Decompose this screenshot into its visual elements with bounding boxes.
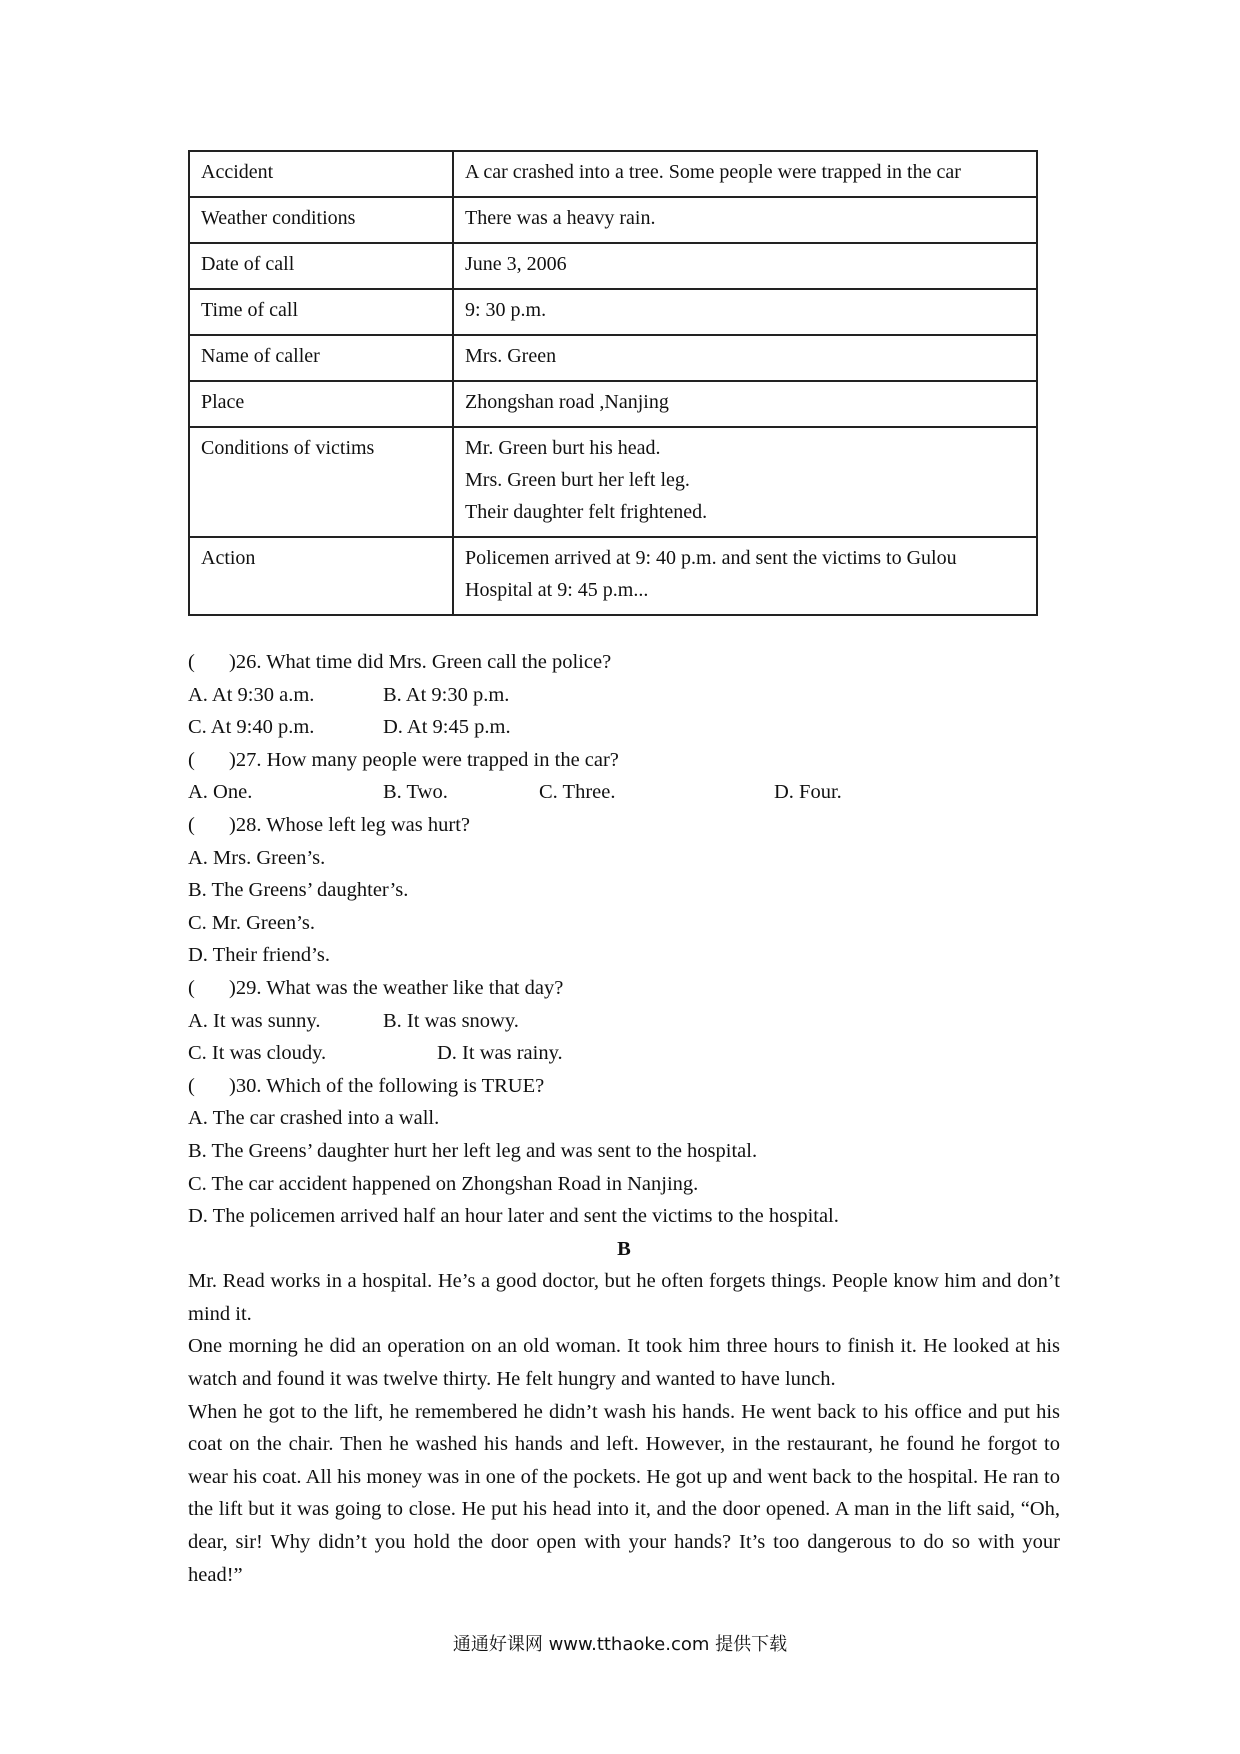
- passage-paragraph: One morning he did an operation on an old woman. It took him three hours to finish it. He looked at his watch and found it was twelve thirty. He felt hungry and wanted to have lunch.: [188, 1335, 1060, 1391]
- table-key-cell: Time of call: [189, 289, 453, 335]
- table-row: [189, 537, 1037, 615]
- table-value-line: A car crashed into a tree. Some people were trapped in the car: [465, 161, 961, 183]
- questions-section: [188, 646, 1060, 1233]
- option-row: [188, 1005, 1060, 1038]
- passage-paragraph: When he got to the lift, he remembered he didn’t wash his hands. He went back to his office and put his coat on the chair. Then he washed his hands and left. However, in the restaurant, he found he forgot to wear his coat. All his money was in one of the pockets. He got up and went back to the hospital. He ran to the lift but it was going to close. He put his head into it, and the door opened. A man in the lift said, “Oh, dear, sir! Why didn’t you hold the door open with your hands? It’s too dangerous to do so with your head!”: [188, 1400, 1060, 1586]
- table-value-cell: [453, 197, 1037, 243]
- option-row: [188, 711, 1060, 744]
- answer-option: D. The policemen arrived half an hour later and sent the victims to the hospital.: [188, 1205, 839, 1228]
- table-value-cell: [453, 427, 1037, 537]
- answer-option: C. At 9:40 p.m.: [188, 716, 315, 739]
- answer-bracket[interactable]: (: [188, 813, 195, 836]
- table-row: [189, 151, 1037, 197]
- answer-bracket[interactable]: (: [188, 976, 195, 999]
- answer-option: C. Mr. Green’s.: [188, 911, 315, 934]
- table-value-line: Mrs. Green: [465, 345, 557, 367]
- table-value-cell: [453, 381, 1037, 427]
- table-row: [189, 197, 1037, 243]
- question-text: )27. How many people were trapped in the car?: [229, 748, 619, 771]
- table-value-line: Zhongshan road ,Nanjing: [465, 391, 669, 413]
- option-row: [188, 907, 1060, 940]
- answer-option: A. Mrs. Green’s.: [188, 846, 326, 869]
- table-key-cell: Date of call: [189, 243, 453, 289]
- table-value-cell: [453, 243, 1037, 289]
- answer-option: C. The car accident happened on Zhongshan Road in Nanjing.: [188, 1172, 699, 1195]
- table-value-cell: [453, 335, 1037, 381]
- option-row: [188, 842, 1060, 875]
- worksheet-page: [188, 150, 1060, 1591]
- question-stem: [188, 809, 1060, 842]
- answer-option: A. One.: [188, 781, 253, 804]
- table-key-cell: Place: [189, 381, 453, 427]
- option-row: [188, 776, 1060, 809]
- question-text: )30. Which of the following is TRUE?: [229, 1074, 545, 1097]
- question-text: )26. What time did Mrs. Green call the police?: [229, 651, 612, 673]
- table-row: [189, 243, 1037, 289]
- option-row: [188, 1200, 1060, 1233]
- question-stem: [188, 744, 1060, 777]
- question-stem: [188, 972, 1060, 1005]
- table-row: [189, 289, 1037, 335]
- table-value-line: June 3, 2006: [465, 253, 567, 275]
- page-footer: 通通好课网 www.tthaoke.com 提供下载: [452, 1634, 788, 1655]
- table-key-cell: Name of caller: [189, 335, 453, 381]
- answer-option: B. The Greens’ daughter’s.: [188, 879, 409, 902]
- table-key-cell: Conditions of victims: [189, 427, 453, 537]
- table-row: [189, 335, 1037, 381]
- accident-report-table: [188, 150, 1038, 616]
- answer-option: D. Their friend’s.: [188, 944, 330, 967]
- answer-bracket[interactable]: (: [188, 1074, 195, 1097]
- question-text: )29. What was the weather like that day?: [229, 976, 564, 999]
- table-key-cell: Weather conditions: [189, 197, 453, 243]
- table-value-line: Hospital at 9: 45 p.m...: [465, 579, 649, 601]
- answer-option: D. At 9:45 p.m.: [383, 716, 511, 739]
- answer-option: D. Four.: [774, 781, 842, 804]
- answer-bracket[interactable]: (: [188, 748, 195, 771]
- option-row: [188, 1037, 1060, 1070]
- answer-option: B. The Greens’ daughter hurt her left leg and was sent to the hospital.: [188, 1139, 758, 1162]
- option-row: [188, 1102, 1060, 1135]
- table-key-cell: Accident: [189, 151, 453, 197]
- question-stem: [188, 646, 1060, 679]
- question-text: )28. Whose left leg was hurt?: [229, 813, 470, 836]
- answer-option: A. At 9:30 a.m.: [188, 683, 315, 706]
- table-value-line: Mrs. Green burt her left leg.: [465, 469, 690, 491]
- answer-bracket[interactable]: (: [188, 651, 195, 673]
- table-row: [189, 381, 1037, 427]
- table-value-line: Policemen arrived at 9: 40 p.m. and sent the victims to Gulou: [465, 547, 957, 569]
- answer-option: C. It was cloudy.: [188, 1042, 327, 1065]
- question-stem: [188, 1070, 1060, 1103]
- answer-option: B. Two.: [383, 781, 448, 804]
- answer-option: B. At 9:30 p.m.: [383, 683, 510, 706]
- reading-passage: [188, 1233, 1060, 1592]
- table-value-cell: [453, 289, 1037, 335]
- option-row: [188, 679, 1060, 712]
- section-heading: B: [617, 1237, 631, 1260]
- table-value-line: Mr. Green burt his head.: [465, 437, 661, 459]
- option-row: [188, 874, 1060, 907]
- answer-option: A. It was sunny.: [188, 1009, 321, 1032]
- table-value-cell: [453, 537, 1037, 615]
- table-value-line: Their daughter felt frightened.: [465, 501, 708, 523]
- table-value-line: 9: 30 p.m.: [465, 299, 547, 321]
- table-value-line: There was a heavy rain.: [465, 207, 656, 229]
- answer-option: A. The car crashed into a wall.: [188, 1107, 440, 1130]
- option-row: [188, 1168, 1060, 1201]
- answer-option: C. Three.: [539, 781, 616, 804]
- table-value-cell: [453, 151, 1037, 197]
- answer-option: B. It was snowy.: [383, 1009, 519, 1032]
- option-row: [188, 1135, 1060, 1168]
- answer-option: D. It was rainy.: [437, 1042, 563, 1065]
- table-key-cell: Action: [189, 537, 453, 615]
- table-row: [189, 427, 1037, 537]
- option-row: [188, 939, 1060, 972]
- passage-paragraph: Mr. Read works in a hospital. He’s a good doctor, but he often forgets things. People know him and don’t mind it.: [188, 1270, 1060, 1325]
